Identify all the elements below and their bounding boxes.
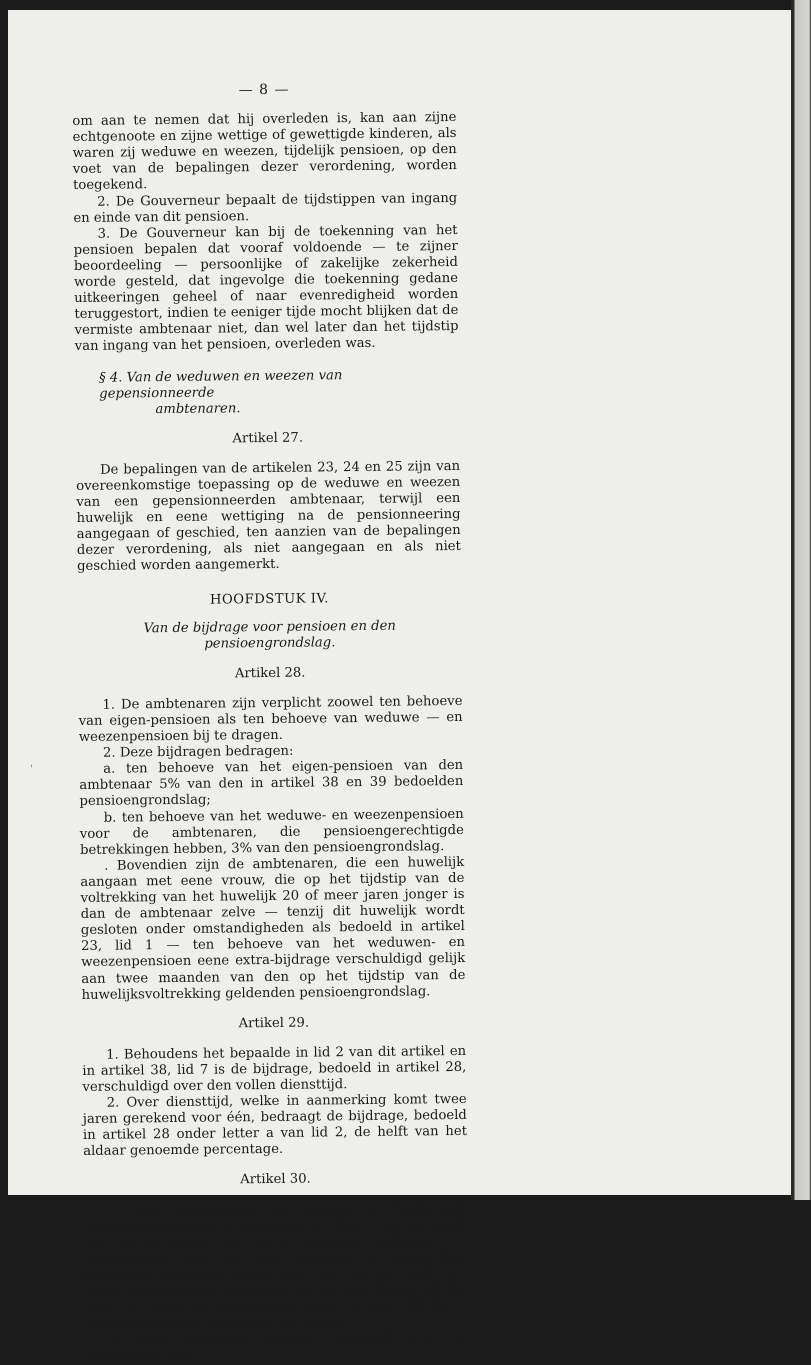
paragraph: 2. Over diensttijd, welke in aanmerking komt twee jaren gerekend voor één, bedraagt de bijdrage, bedoeld in artikel 28 onder letter a van lid 2, de helft van het aldaar genoemde percentage. [82,1091,468,1160]
paragraph: 2. De Gouverneur bepaalt de tijdstippen van ingang en einde van dit pensioen. [73,190,458,226]
margin-mark: ' [30,764,33,775]
paragraph: 1. De ambtenaren zijn verplicht zoowel ten behoeve van eigen-pensioen als ten behoeve van weduwe — en weezenpensioen bij te dragen. [78,693,463,746]
chapter-heading: HOOFDSTUK IV. [209,590,329,608]
section-heading-line: § 4. Van de weduwen en weezen van gepensionneerde [98,367,343,402]
article-heading: Artikel 27. [232,430,304,447]
article-heading: Artikel 28. [234,665,306,682]
page-number: — 8 — [238,81,290,99]
paragraph: 2. Deze bijdragen bedragen: [102,743,294,761]
article-heading: Artikel 29. [238,1015,310,1031]
scan-edge [791,0,811,1200]
paragraph: 1. Behoudens het bepaalde in lid 2 van dit artikel en in artikel 38, lid 7 is de bijdrage, bedoeld in artikel 28, verschuldigd over den vollen diensttijd. [82,1043,467,1095]
document-page [8,10,791,1365]
paragraph: b. ten behoeve van het weduwe- en weezenpensioen voor de ambtenaren, die pensioengerechtigde betrekkingen hebben, 3% van den pensioengrondslag. [79,806,464,858]
paragraph: 3. De Gouverneur kan bij de toekenning van het pensioen bepalen dat vooraf voldoende — te zijner beoordeeling — persoonlijke of zakelijke zekerheid worde gesteld, dat ingevolge die toekenning gedane uitkeeringen geheel of naar evenredigheid worden teruggestort, indien te eeniger tijde mocht blijken dat de vermiste ambtenaar niet, dan wel later dan het tijdstip van ingang van het pensioen, overleden was. [73,222,459,355]
paragraph: 2. Deze bijdragen worden berekend over de bezoldiging door [85,1329,470,1365]
article-heading: Artikel 30. [240,1171,311,1188]
paragraph: om aan te nemen dat hij overleden is, kan aan zijne echtgenoote en zijne wettige of gewettigde kinderen, als waren zij weduwe en weezen, tijdelijk pensioen, op den voet van de bepalingen dezer verordening, worden toegekend. [72,110,457,194]
section-heading [99,366,459,418]
paragraph: De bepalingen van de artikelen 23, 24 en 25 zijn van overeenkomstige toepassing op de weduwe en weezen van een gepensionneerden ambtenaar, terwijl een huwelijk en eene wettiging na de pensionneering aangegaan of geschied, ten aanzien van de bepalingen dezer verordening, als niet aangegaan en als niet geschied worden aangemerkt. [76,458,461,575]
section-heading-line: ambtenaren. [155,400,241,417]
page-text [72,80,469,1365]
paragraph: . Bovendien zijn de ambtenaren, die een huwelijk aangaan met eene vrouw, die op het tijdstip van de voltrekking van het huwelijk 20 of meer jaren jonger is dan de ambtenaar zelve — tenzij dit huwelijk wordt gesloten onder omstandigheden als bedoeld in artikel 23, lid 1 — ten behoeve van het weduwen- en weezenpensioen eene extra-bijdrage verschuldigd gelijk aan twee maanden van den op het tijdstip van de huwelijksvoltrekking geldenden pensioengrondslag. [80,854,466,1003]
paragraph: a. ten behoeve van het eigen-pensioen van den ambtenaar 5% van den in artikel 38 en 39 bedoelden pensioengrondslag; [79,758,464,810]
paragraph: 1. Voor ambtenaren, die tevoren in Nederland, Nederlandsch-Indie of Suriname in dienst zijn geweest, zijn de in artikel 28, lid 2 bedoelde bijdragen ook verschuldigd over den voor pensioen in aanmerking komenden diensttijd, elders door hen vervuld, mits niet reeds met pensioen vergolden, terwijl voor diensttijd, die voor de helft in aanmerking komt, artikel 29 lid 2 overeenkomstige toepassing zal vinden. [83,1200,469,1333]
chapter-subtitle: Van de bijdrage voor pensioen en den pensioengrondslag. [143,618,396,652]
